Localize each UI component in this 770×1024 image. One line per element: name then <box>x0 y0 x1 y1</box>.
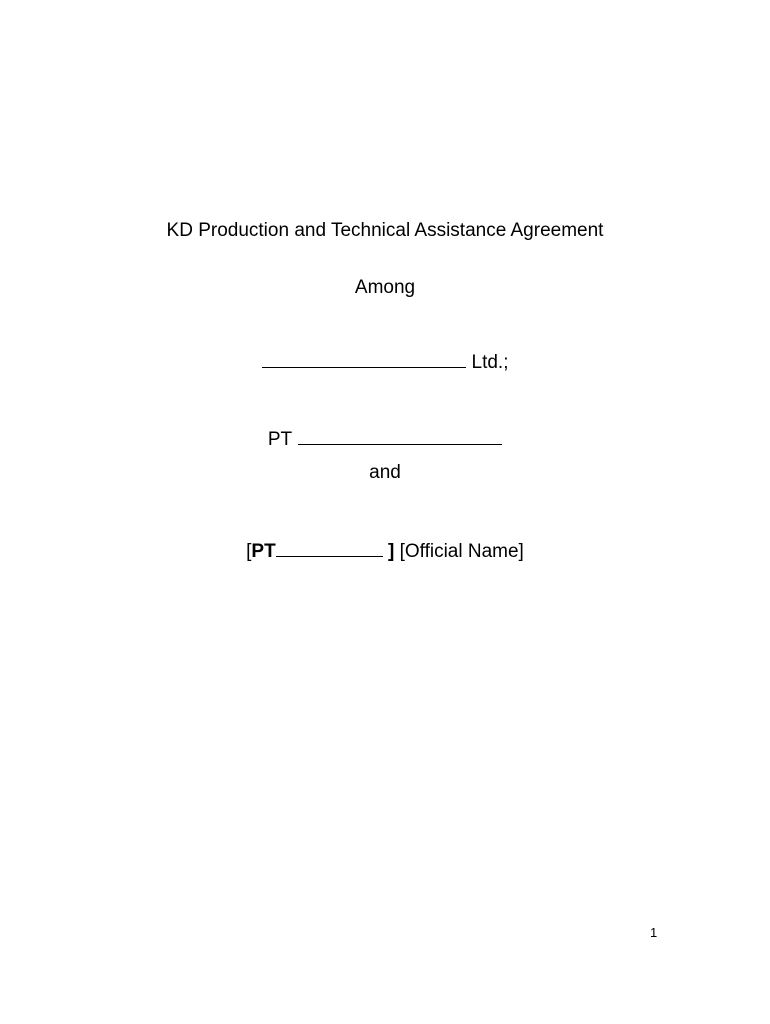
party-3-prefix: PT <box>251 541 276 562</box>
party-1-line <box>0 349 770 374</box>
document-title: KD Production and Technical Assistance Agreement <box>166 220 604 241</box>
party-3-official-name-label: [Official Name] <box>399 541 524 562</box>
page-number: 1 <box>650 925 658 940</box>
party-2-blank <box>298 426 502 445</box>
party-3-blank <box>276 538 383 557</box>
party-2-prefix: PT <box>267 429 293 450</box>
among-label: Among <box>354 277 416 298</box>
party-2-line <box>0 426 770 451</box>
party-3-line <box>0 538 770 563</box>
party-1-suffix: Ltd.; <box>471 352 509 373</box>
party-3-open-bracket: [ <box>246 541 252 562</box>
party-3-close-bracket: ] <box>387 541 395 562</box>
party-1-blank <box>262 349 466 368</box>
conjunction-and: and <box>369 462 401 483</box>
